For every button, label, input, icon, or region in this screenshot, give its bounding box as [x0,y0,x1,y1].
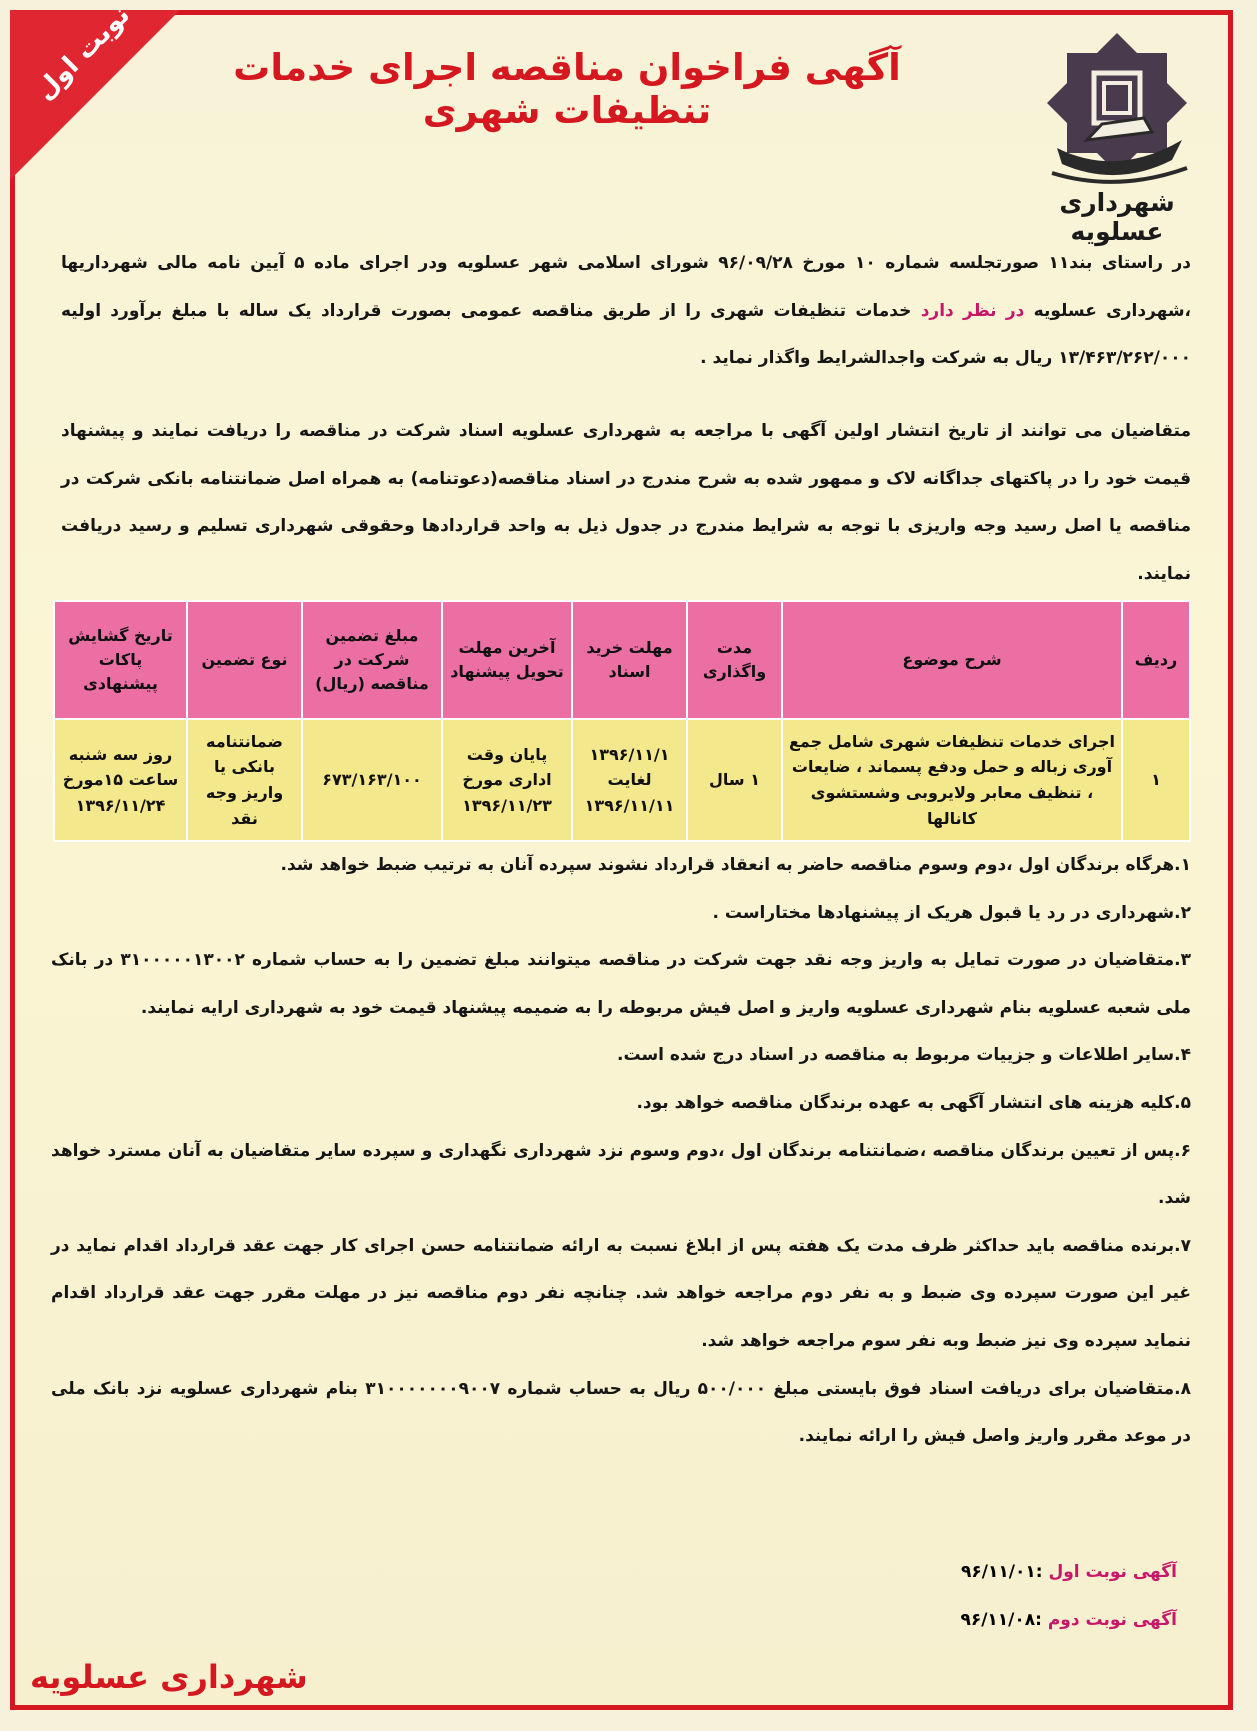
intro-paragraph [61,240,1191,383]
header-guarantee-amount: مبلغ تضمین شرکت در مناقصه (ریال) [302,601,442,719]
cell-guarantee-amount: ۶۷۳/۱۶۳/۱۰۰ [302,719,442,841]
intro-line-2: خدمات تنظیفات شهری را از طریق مناقصه عمومی بصورت قرارداد یک ساله با مبلغ برآورد اولیه ۱۳/۴۶۳/۲۶۲/۰۰۰ ریال به شرکت واجدالشرایط واگذار نماید . [61,300,1191,369]
list-item: ۳.متقاضیان در صورت تمایل به واریز وجه نقد جهت شرکت در مناقصه میتوانند مبلغ تضمین را به حساب شماره ۳۱۰۰۰۰۰۱۳۰۰۲ در بانک ملی شعبه عسلویه بنام شهرداری عسلویه واریز و اصل فیش مربوطه را به ضمیمه پیشنهاد قیمت خود به شهرداری ارایه نمایند. [51,950,1192,1018]
cell-duration: ۱ سال [687,719,782,841]
header-purchase-deadline: مهلت خرید اسناد [572,601,687,719]
logo-caption: شهرداری عسلویه [1059,188,1175,246]
instructions-paragraph: متقاضیان می توانند از تاریخ انتشار اولین آگهی با مراجعه به شهرداری عسلویه اسناد شرکت در مناقصه را دریافت نمایند و پیشنهاد قیمت خود را در پاکتهای جداگانه لاک و ممهور شده به شرح مندرج در اسناد مناقصه(دعوتنامه) به همراه اصل ضمانتنامه بانکی شرکت در مناقصه یا اصل رسید وجه واریزی با توجه به شرایط مندرج در جدول ذیل به واحد قراردادها وحقوقی شهرداری تسلیم و رسید دریافت نمایند. [61,421,1191,584]
table-header-row [54,601,1190,719]
header-opening-date: تاریخ گشایش پاکات پیشنهادی [54,601,187,719]
cell-submission-deadline: پایان وقت اداری مورخ ۱۳۹۶/۱۱/۲۳ [442,719,572,841]
cell-subject: اجرای خدمات تنظیفات شهری شامل جمع آوری زباله و حمل ودفع پسماند ، ضایعات ، تنظیف معابر ولایروبی وشستشوی کانالها [782,719,1122,841]
header-row-number: ردیف [1122,601,1190,719]
first-publication-date: ۹۶/۱۱/۰۱ [961,1562,1036,1582]
list-item: ۲.شهرداری در رد یا قبول هریک از پیشنهادها مختاراست . [712,902,1191,923]
municipality-logo-icon [1032,28,1202,188]
cell-guarantee-type: ضمانتنامه بانکی یا واریز وجه نقد [187,719,302,841]
conditions-list [51,842,1191,1461]
cell-purchase-deadline: ۱۳۹۶/۱۱/۱ لغایت ۱۳۹۶/۱۱/۱۱ [572,719,687,841]
header-guarantee-type: نوع تضمین [187,601,302,719]
intro-line-1: در راستای بند۱۱ صورتجلسه شماره ۱۰ مورخ ۹۶/۰۹/۲۸ شورای اسلامی شهر عسلویه ودر اجرای ماده ۵ آیین نامه مالی شهرداریها ،شهرداری عسلویه [61,253,1192,321]
list-item: ۱.هرگاه برندگان اول ،دوم وسوم مناقصه حاضر به انعقاد قرارداد نشوند سپرده آنان به ترتیب ضبط خواهد شد. [280,855,1191,875]
intro-highlight: در نظر دارد [920,300,1025,321]
badge-label: نوبت اول [29,0,137,107]
list-item: ۸.متقاضیان برای دریافت اسناد فوق بایستی مبلغ ۵۰۰/۰۰۰ ریال به حساب شماره ۳۱۰۰۰۰۰۰۰۹۰۰۷ بنام شهرداری عسلویه نزد بانک ملی در موعد مقرر واریز واصل فیش را ارائه نمایند. [51,1378,1191,1447]
list-item: ۵.کلیه هزینه های انتشار آگهی به عهده برندگان مناقصه خواهد بود. [636,1092,1191,1113]
cell-opening-date: روز سه شنبه ساعت ۱۵مورخ ۱۳۹۶/۱۱/۲۴ [54,719,187,841]
first-publication-label: آگهی نوبت اول [1048,1562,1177,1582]
list-item: ۷.برنده مناقصه باید حداکثر ظرف مدت یک هفته پس از ابلاغ نسبت به ارائه ضمانتنامه حسن اجرای کار جهت عقد قرارداد اقدام نماید در غیر این صورت سپرده وی ضبط و به نفر دوم مراجعه خواهد شد. چنانچه نفر دوم مناقصه نیز در مهلت مقرر جهت عقد قرارداد اقدام ننماید سپرده وی نیز ضبط وبه نفر سوم مراجعه خواهد شد. [51,1235,1191,1351]
header-submission-deadline: آخرین مهلت تحویل پیشنهاد [442,601,572,719]
second-publication-date: ۹۶/۱۱/۰۸ [960,1610,1036,1630]
publication-dates [960,1562,1177,1658]
second-publication-label: آگهی نوبت دوم [1047,1610,1177,1630]
header-duration: مدت واگذاری [687,601,782,719]
list-item: ۶.پس از تعیین برندگان مناقصه ،ضمانتنامه برندگان اول ،دوم وسوم نزد شهرداری نگهداری و سپرده سایر متقاضیان به آنان مسترد خواهد شد. [51,1140,1191,1209]
second-publication: آگهی نوبت دوم :۹۶/۱۱/۰۸ [960,1610,1177,1630]
page-title: آگهی فراخوان مناقصه اجرای خدمات تنظیفات شهری [233,46,901,132]
list-item: ۴.سایر اطلاعات و جزییات مربوط به مناقصه در اسناد درج شده است. [617,1045,1191,1066]
header-subject: شرح موضوع [782,601,1122,719]
cell-row-number: ۱ [1122,719,1190,841]
tender-table [53,600,1191,842]
table-row [54,719,1190,841]
first-publication: آگهی نوبت اول :۹۶/۱۱/۰۱ [961,1562,1177,1582]
footer-signature: شهرداری عسلویه [30,1658,308,1696]
